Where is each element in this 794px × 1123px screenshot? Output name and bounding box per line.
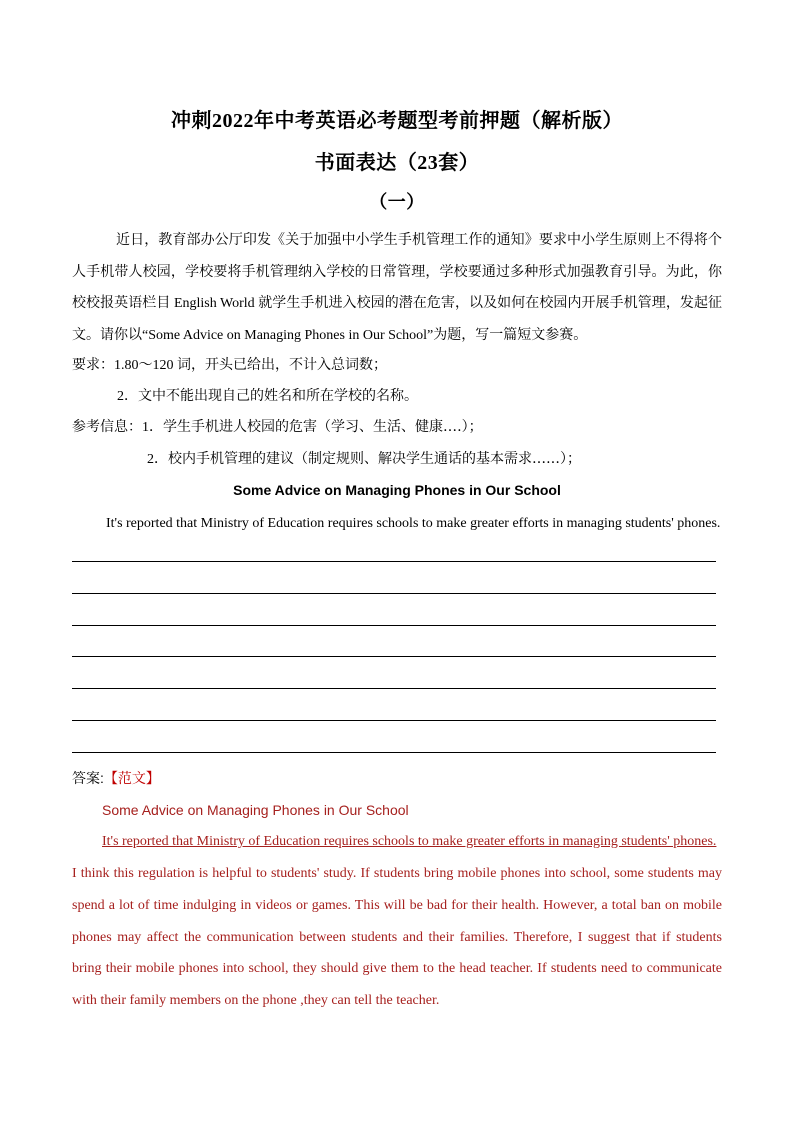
writing-line: [72, 688, 716, 689]
writing-line: [72, 561, 716, 562]
reference-line-1: 参考信息：1．学生手机进人校园的危害（学习、生活、健康‥‥）；: [72, 420, 483, 435]
answer-label: [72, 768, 160, 788]
essay-title: Some Advice on Managing Phones in Our School: [233, 482, 561, 498]
writing-line: [72, 625, 716, 626]
document-title: 冲刺2022年中考英语必考题型考前押题（解析版）: [171, 110, 623, 132]
writing-line: [72, 752, 716, 753]
document-subtitle: 书面表达（23套）: [314, 152, 480, 174]
requirement-line-1: 要求：1.80～120 词，开头已给出，不计入总词数；: [72, 358, 387, 373]
writing-line: [72, 593, 716, 594]
writing-line: [72, 720, 716, 721]
writing-line: [72, 656, 716, 657]
section-number: （一）: [369, 192, 425, 212]
model-essay-tag: 【范文】: [103, 770, 160, 786]
model-essay-body: I think this regulation is helpful to students' study. If students bring mobile phones into school, some students may spend a lot of time indulging in videos or games. This will be bad for their health. However, a total ban on mobile phones may affect the communication between students and their families. Therefore, I suggest that if students bring their mobile phones into school, they should give them to the head teacher. If students need to communicate with their family members on the phone ,they can tell the teacher.: [72, 866, 722, 1009]
model-essay-first-sentence: It's reported that Ministry of Education requires schools to make greater efforts in managing students' phones.: [102, 834, 717, 849]
essay-first-sentence: It's reported that Ministry of Education requires schools to make greater efforts in managing students' phones.: [106, 516, 721, 531]
model-essay-title: Some Advice on Managing Phones in Our School: [102, 802, 409, 818]
answer-label-text: 答案:: [72, 770, 104, 786]
reference-line-2: 2．校内手机管理的建议（制定规则、解决学生通话的基本需求‥‥‥）；: [147, 452, 582, 467]
prompt-paragraph: 近日，教育部办公厅印发《关于加强中小学生手机管理工作的通知》要求中小学生原则上不得将个人手机带人校园，学校要将手机管理纳入学校的日常管理，学校要通过多种形式加强教育引导。为此，你校校报英语栏目 English World 就学生手机进入校园的潜在危害，以及如何在校园内开展手机管理，发起征文。请你以“Some Advice on Managing Phones in Our School”为题，写一篇短文参赛。: [72, 233, 722, 343]
requirement-line-2: 2．文中不能出现自己的姓名和所在学校的名称。: [117, 389, 418, 404]
